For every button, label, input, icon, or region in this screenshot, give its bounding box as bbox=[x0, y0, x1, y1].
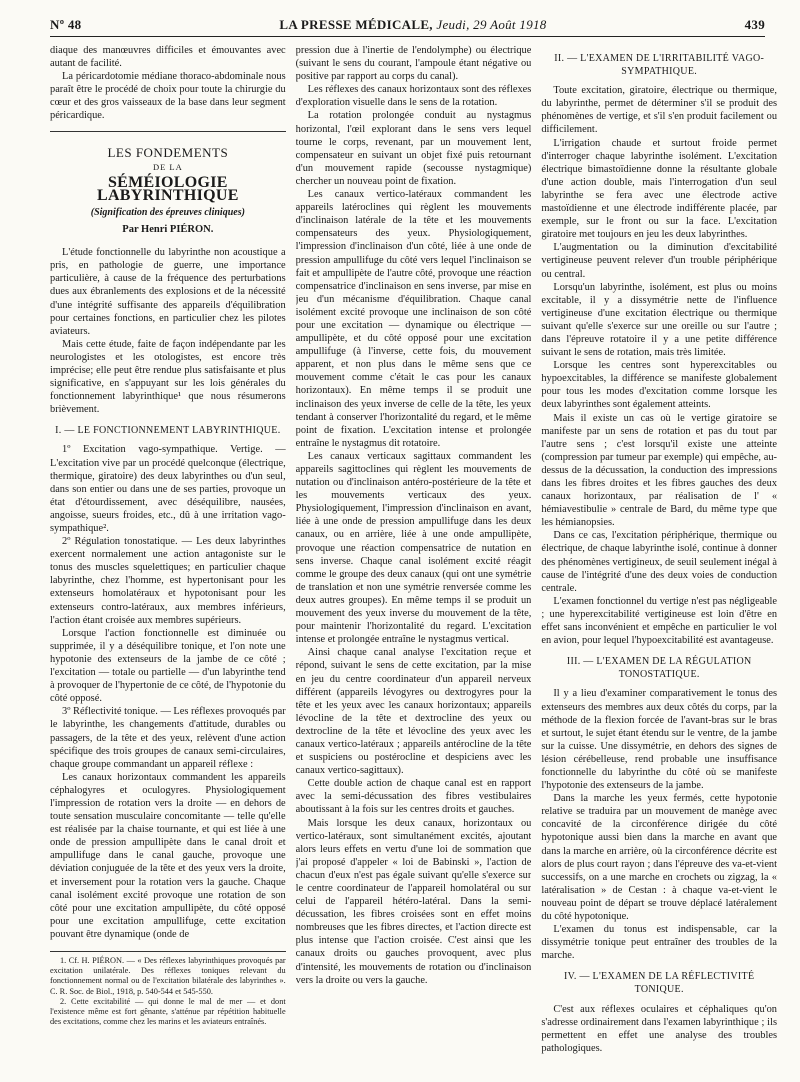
body-paragraph: Mais il existe un cas où le vertige giratoire se manifeste par un sens de rotation et pas du tout par l'autre sens ; c'est lorsqu'il existe une atteinte (compression par tumeur par exemple) qui empêche, au-dessus de la décussation, la conduction des impressions dans les fibres droites et les fibres gauches des deux canaux horizontaux, par réalisation de l' « hémiavestibulie » centrale de Bard, du même type que les hémianopsies. bbox=[541, 412, 778, 529]
footnote: 1. Cf. H. PIÉRON. — « Des réflexes labyrinthiques provoqués par excitation unilatérale. Des réflexes toniques relevant du fonctionnement normal ou de l'excitation bilatérale des labyrinthes ». C. R. Soc. de Biol., 1918, p. 540-544 et 545-550. bbox=[50, 956, 286, 996]
body-paragraph: Ainsi chaque canal analyse l'excitation reçue et répond, suivant le sens de cette excitation, par la mise en jeu du centre coordinateur d'un appareil nerveux différent (appareils lévogyres ou dextrogyres pour la tête et les yeux avec les canaux horizontaux; appareils lévocline de la tête et dextrocline des yeux ou dextrocline de la tête et lévocline des yeux avec les canaux vertico-latéraux ; appareils antérocline de la tête et suspiciens ou postérocline et despiciens avec les canaux vertico-sagittaux). bbox=[295, 647, 532, 777]
body-paragraph: Dans ce cas, l'excitation périphérique, thermique ou électrique, de chaque labyrinthe isolé, continue à donner des phénomènes vertigineux, de seuil seulement inégal à cause de l'intégrité d'une des deux voies de conduction centrale. bbox=[541, 530, 778, 594]
article-subtitle: (Signification des épreuves cliniques) bbox=[90, 206, 245, 218]
body-paragraph: L'examen du tonus est indispensable, car la dissymétrie tonique peut entraîner des troubles de la marche. bbox=[541, 924, 778, 962]
page-columns bbox=[50, 44, 777, 1064]
issue-date: Jeudi, 29 Août 1918 bbox=[436, 17, 547, 32]
journal-title-line bbox=[81, 17, 744, 33]
article-separator bbox=[50, 131, 286, 132]
section-heading: IV. — L'EXAMEN DE LA RÉFLECTIVITÉ TONIQUE. bbox=[563, 971, 755, 996]
column-2 bbox=[296, 44, 532, 1064]
issue-number: Nº 48 bbox=[50, 17, 82, 32]
body-paragraph: L'augmentation ou la diminution d'excitabilité vertigineuse peuvent relever d'un trouble périphérique ou central. bbox=[541, 242, 778, 280]
column-3 bbox=[541, 44, 777, 1064]
body-paragraph: Les canaux verticaux sagittaux commandent les appareils sagittoclines qui règlent les mouvements de nutation ou d'inclinaison antéro-postérieure de la tête et les mouvements verticaux des yeux. Physiologiquement, l'impression d'inclinaison en avant, liée à une onde de pression ampullifuge dans les deux canaux, ou en arrière, liée à une onde ampullipète, provoque une réaction compensatrice de nutation en sens inverse. Chaque canal isolément excité réagit comme le groupe des deux canaux (qui ont une symétrie de translation et non une symétrie renversée comme les deux autres groupes). En même temps il se produit un mouvement des yeux inverse du mouvement de la tête, pour maintenir l'horizontalité du regard. L'excitation intense et prolongée entraîne le nystagmus vertical. bbox=[295, 450, 532, 646]
intro-paragraph: La péricardotomie médiane thoraco-abdominale nous paraît être le procédé de choix pour toute la chirurgie du cœur et des gros vaisseaux de la base dans leur segment péricardique. bbox=[50, 71, 286, 122]
article-kicker: LES FONDEMENTS bbox=[107, 144, 229, 160]
body-paragraph: 1º Excitation vago-sympathique. Vertige. — L'excitation vive par un procédé quelconque (électrique, thermique, giratoire) des deux labyrinthes ou d'un seul, dans son entier ou dans une de ses parties, provoque un état d'étourdissement, avec déséquilibre, nausées, angoisse, sueurs froides, etc., dû à une irritation vago-sympathique². bbox=[50, 444, 286, 534]
body-paragraph: 3º Réflectivité tonique. — Les réflexes provoqués par le labyrinthe, les changements d'attitude, durables ou passagers, de la tête et des yeux, relèvent d'une action spécifique des trois groupes de canaux semi-circulaires, chaque groupe commandant un appareil réflexe : bbox=[50, 706, 286, 770]
body-paragraph: Il y a lieu d'examiner comparativement le tonus des extenseurs des membres aux deux côtés du corps, par la méthode de la flexion forcée de l'avant-bras sur le bras et surtout, le sujet étant étendu sur le ventre, de la jambe sur la cuisse. Une dissymétrie, en dehors des signes de lésion cérébelleuse, rend probable une insuffisance fonctionnelle du labyrinthe du côté où se manifeste l'hypotonie des extenseurs de la jambe. bbox=[541, 688, 778, 792]
body-paragraph: La rotation prolongée conduit au nystagmus horizontal, l'œil explorant dans le sens vers lequel tourne le corps, revenant, par un mouvement lent, compensateur en suivant un objet fixé puis retournant d'un mouvement rapide (secousse nystagmique) chercher un nouveau point de fixation. bbox=[295, 110, 532, 187]
footnote: 2. Cette excitabilité — qui donne le mal de mer — et dont l'existence même est fort gênante, s'atténue par répétition habituelle des excitations, comme chez les marins et les aviateurs entraînés. bbox=[50, 996, 286, 1027]
intro-paragraph: diaque des manœuvres difficiles et émouvantes avec autant de facilité. bbox=[50, 45, 286, 70]
body-paragraph: Lorsque les centres sont hyperexcitables ou hypoexcitables, la différence se manifeste globalement pour tous les modes d'excitation comme lorsque les deux labyrinthes sont également atteints. bbox=[541, 360, 778, 411]
body-paragraph: L'examen fonctionnel du vertige n'est pas négligeable ; une hyperexcitabilité vertigineuse est loin d'être en effet sans inconvénient et empêche en particulier le vol en avion, pour lequel l'hypoexcitabilité est avantageuse. bbox=[541, 595, 778, 647]
section-heading: II. — L'EXAMEN DE L'IRRITABILITÉ VAGO-SYMPATHIQUE. bbox=[554, 53, 765, 78]
body-paragraph: Mais cette étude, faite de façon indépendante par les neurologistes et les otologistes, est encore très imprécise; elle peut être rendue plus satisfaisante et plus significative, en s'appuyant sur les lois générales du fonctionnement labyrinthique¹ que nous résumerons brièvement. bbox=[50, 338, 286, 416]
body-paragraph: Mais lorsque les deux canaux, horizontaux ou vertico-latéraux, sont simultanément excités, ajoutant alors leurs effets en vertu d'une loi de sommation que j'ai proposé d'appeler « loi de Babinski », l'action de chacun d'eux n'est pas égale suivant qu'elle s'exerce sur le centre coordinateur de l'appareil homolatéral ou sur celui de l'appareil hétéro-latéral. Dans la semi-décussation, les fibres croisées sont en effet moins nombreuses que les fibres directes, et l'action directe est plus intense que l'action croisée. C'est ainsi que les canaux droits ou gauches provoquent, avec plus d'intensité, les mouvements de rotation ou d'inclinaison vers la droite ou vers la gauche. bbox=[295, 817, 532, 986]
body-paragraph: Les réflexes des canaux horizontaux sont des réflexes d'exploration visuelle dans le sens de la rotation. bbox=[295, 84, 532, 109]
body-paragraph: Lorsque l'action fonctionnelle est diminuée ou supprimée, il y a déséquilibre tonique, et l'on note une hypotonie des extenseurs de la jambe de ce côté ; l'excitation — totale ou partielle — d'un labyrinthe tend à provoquer de l'hypertonie de ce côté, de l'hypotonie du côté opposé. bbox=[50, 627, 286, 705]
body-paragraph: L'irrigation chaude et surtout froide permet d'interroger chaque labyrinthe isolément. L'excitation électrique bimastoïdienne donne la résultante globale d'une action double, mais l'interrogation d'un seul labyrinthe se fera avec une électrode active mastoïdienne et une électrode indifférente placée, par exemple, sur le front ou sur la face. L'excitation giratoire met toujours en jeu les deux labyrinthes. bbox=[541, 137, 778, 241]
journal-title: LA PRESSE MÉDICALE, bbox=[279, 17, 433, 32]
article-heading bbox=[50, 146, 286, 237]
article-kicker-small: DE LA bbox=[152, 161, 183, 172]
page-number: 439 bbox=[744, 17, 765, 32]
body-paragraph: Dans la marche les yeux fermés, cette hypotonie relative se traduira par un mouvement de manège avec concavité de la circonférence dirigée du côté hypotonique aussi bien dans la marche en avant que dans la marche en arrière, où la circonférence décrite est alors de plus court rayon ; dans l'épreuve des va-et-vient successifs, on a une marche en crochets ou zigzag, la « latéralisation » de Cestan : à chaque va-et-vient le nouveau point de départ se trouve déplacé latéralement du côté hypotonique. bbox=[541, 793, 778, 922]
footnotes bbox=[50, 951, 286, 1027]
body-paragraph: L'étude fonctionnelle du labyrinthe non acoustique a pris, en pathologie de guerre, une importance particulière, à cause de la fréquence des perturbations dues aux ébranlements des explosions et de la nécessité d'une intégrité suffisante des appareils d'équilibration pour certaines fonctions, en particulier chez les pilotes aviateurs. bbox=[50, 247, 286, 337]
article-title: SÉMÉIOLOGIE LABYRINTHIQUE bbox=[96, 173, 239, 204]
body-paragraph: Les canaux horizontaux commandent les appareils céphalogyres et oculogyres. Physiologiquement l'impression de rotation vers la droite — en dehors de toute sensation musculaire concomitante — telle qu'elle est réalisée par la chaise tournante, et qui est liée à une onde de pression ampullipète dans le canal droit et ampullifuge dans le canal gauche, provoque une déviation conjuguée de la tête et des yeux vers la droite, et inversement pour la rotation vers la gauche. Chaque canal isolément excité provoque une rotation de son côté pour une excitation ampullipète, du côté opposé pour une excitation ampullifuge, cette excitation pouvant être dynamique (onde de bbox=[50, 771, 286, 940]
body-paragraph: Les canaux vertico-latéraux commandent les appareils latéroclines qui règlent les mouvements d'inclinaison latérale de la tête et les mouvements compensateurs des yeux. Physiologiquement, l'impression d'inclinaison d'un côté, liée à une onde de pression ampullifuge du côté vers lequel l'inclinaison se fait et ampullipète de l'autre côté, provoque une réaction compensatrice d'inclinaison en sens inverse, par mise en jeu d'un mécanisme d'équilibration. Chaque canal isolément excité provoque une inclinaison de son côté pour une excitation — dynamique ou électrique — ampullipète, et du côté opposé pour une excitation ampullifuge (à l'inverse, cette fois, du mouvement apparent, et non plus dans le même sens que ce mouvement comme c'était le cas pour les canaux horizontaux). En même temps il se produit une inclinaison des yeux inverse de celle de la tête, les yeux tendant à conserver l'horizontalité du regard, et le même point de fixation. L'excitation intense et prolongée entraîne le nystagmus dit rotatoire. bbox=[295, 189, 532, 449]
body-paragraph: pression due à l'inertie de l'endolymphe) ou électrique (suivant le sens du courant, l'ampoule étant négative ou positive par rapport au corps du canal). bbox=[295, 45, 532, 83]
body-paragraph: Cette double action de chaque canal est en rapport avec la semi-décussation des fibres vestibulaires aboutissant à la fois sur les centres droits et gauches. bbox=[295, 778, 532, 816]
body-paragraph: 2º Régulation tonostatique. — Les deux labyrinthes exercent normalement une action antagoniste sur le tonus des muscles squelettiques; en particulier chaque labyrinthe, chez l'homme, est hypertonisant pour les extenseurs homolatéraux et hypotonisant pour les extenseurs contro-latéraux, aux membres inférieurs, l'action étant croisée aux membres supérieurs. bbox=[50, 536, 286, 626]
section-heading: III. — L'EXAMEN DE LA RÉGULATION TONOSTATIQUE. bbox=[566, 656, 752, 681]
column-1 bbox=[50, 44, 286, 1064]
article-author: Par Henri PIÉRON. bbox=[122, 224, 214, 236]
page-header bbox=[50, 14, 765, 37]
body-paragraph: Toute excitation, giratoire, électrique ou thermique, du labyrinthe, permet de déterminer s'il se produit des phénomènes de vertige, et s'il s'en produit facilement ou difficilement. bbox=[541, 85, 778, 136]
body-paragraph: Lorsqu'un labyrinthe, isolément, est plus ou moins excitable, il y a dissymétrie nette de l'influence vertigineuse d'une excitation électrique ou thermique suivant qu'elle s'exerce sur une oreille ou sur l'autre ; dans l'épreuve rotatoire il y a une petite différence suivant le sens de rotation, mais très limitée. bbox=[541, 281, 778, 359]
section-heading: I. — LE FONCTIONNEMENT LABYRINTHIQUE. bbox=[55, 425, 281, 437]
body-paragraph: C'est aux réflexes oculaires et céphaliques qu'on s'adresse ordinairement dans l'examen labyrinthique ; ils permettent en effet une analyse des troubles pathologiques. bbox=[541, 1003, 778, 1054]
